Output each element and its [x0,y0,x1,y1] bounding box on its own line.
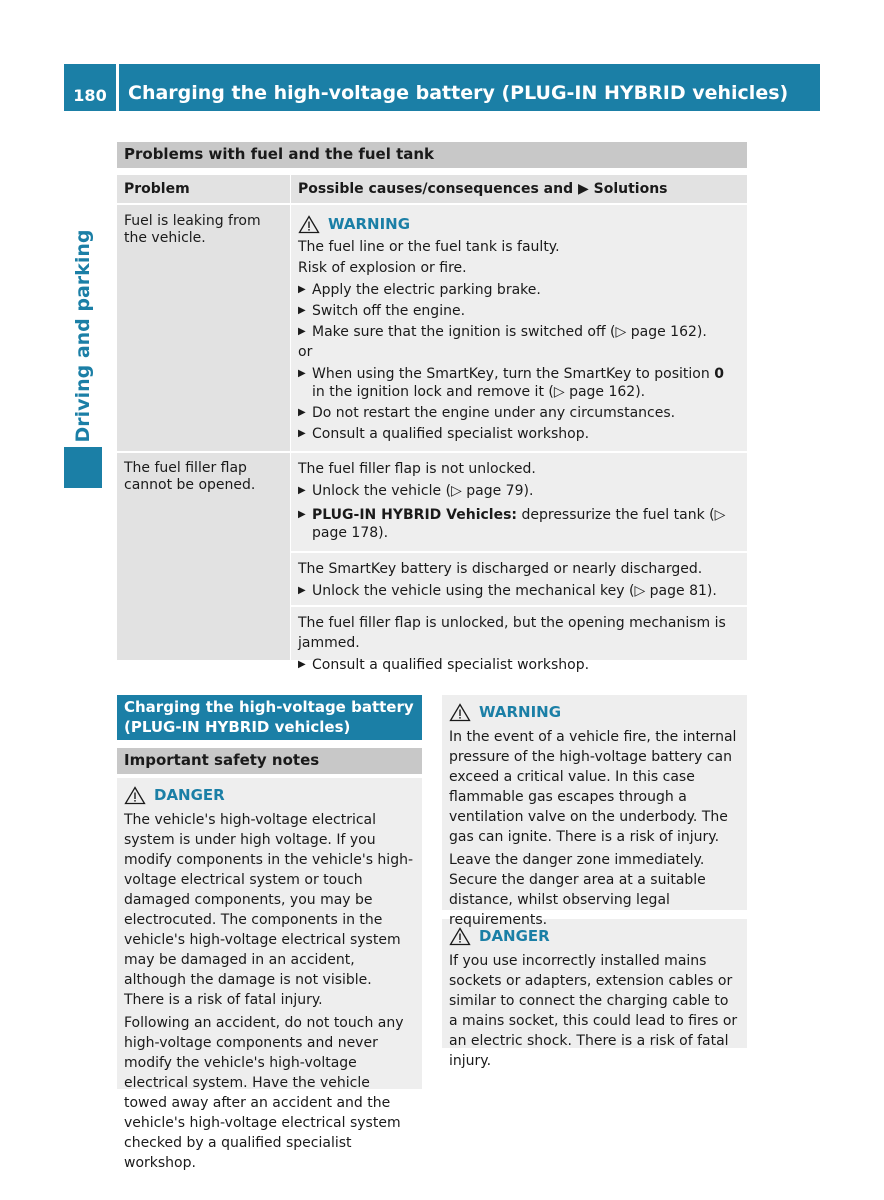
bullet-triangle-icon: ▶ [298,326,306,337]
warning-text: Leave the danger zone immediately. Secure the danger area at a suitable distance, whilst observing legal requirements. [449,852,706,928]
bullet-triangle-icon: ▶ [298,485,306,496]
list-item: ▶ Unlock the vehicle (▷ page 79). [298,483,534,499]
table-title: Problems with fuel and the fuel tank [117,142,747,168]
warning-triangle-icon [298,215,320,234]
page-title: Charging the high-voltage battery (PLUG-IN HYBRID vehicles) [119,64,820,111]
cause-text: The SmartKey battery is discharged or nearly discharged. [298,561,703,577]
table-row [117,205,747,451]
warning-heading [298,212,740,236]
side-tab-label: Driving and parking [72,229,94,443]
column-header-solutions: Possible causes/consequences and ▶ Solutions [291,175,747,203]
column-header-problem: Problem [117,175,290,203]
danger-heading [124,783,415,807]
danger-panel [117,778,422,1171]
danger-panel [442,919,747,1069]
danger-label: DANGER [154,786,225,804]
bullet-triangle-icon: ▶ [298,659,306,670]
warning-label: WARNING [328,215,411,233]
cause-text: The fuel filler flap is not unlocked. [298,461,536,477]
danger-text: The vehicle's high-voltage electrical system is under high voltage. If you modify components in the vehicle's high-voltage electrical system or touch damaged components, you may be electrocuted. The components in the vehicle's high-voltage electrical system may be damaged in an accident, although the damage is not visible. There is a risk of fatal injury. [124,812,414,1008]
list-item: ▶ Apply the electric parking brake. [298,282,541,298]
right-column [442,695,747,1069]
bullet-triangle-icon: ▶ [298,428,306,439]
bullet-triangle-icon: ▶ [298,585,306,596]
problems-table [117,175,747,673]
problem-cell: Fuel is leaking from the vehicle. [117,205,290,451]
danger-label: DANGER [479,927,550,945]
warning-heading [449,700,740,724]
danger-text: Following an accident, do not touch any high-voltage components and never modify the vehicle's high-voltage electrical system. Have the vehicle towed away after an accident and the vehicle's high-voltage electrical system checked by a qualified specialist workshop. [124,1015,404,1171]
consequence-text: Risk of explosion or fire. [298,260,467,276]
danger-heading [449,924,740,948]
warning-text: In the event of a vehicle fire, the internal pressure of the high-voltage battery can exceed a critical value. In this case flammable gas escapes through a ventilation valve on the underbody. The gas can ignite. There is a risk of injury. [449,729,737,845]
list-item: ▶ Consult a qualified specialist workshop. [298,657,590,673]
left-column [117,695,422,1171]
bullet-triangle-icon: ▶ [298,407,306,418]
problem-cell: The fuel filler flap cannot be opened. [117,453,290,660]
cause-text: The fuel line or the fuel tank is faulty. [298,239,560,255]
cause-text: The fuel filler flap is unlocked, but the opening mechanism is jammed. [298,615,726,651]
table-row [117,453,747,673]
bullet-triangle-icon: ▶ [298,368,306,379]
solution-cell [291,205,747,451]
list-item: ▶ Switch off the engine. [298,303,466,319]
or-text: or [298,344,313,360]
subsection-heading: Important safety notes [117,748,422,774]
bullet-triangle-icon: ▶ [298,509,306,520]
warning-triangle-icon [449,927,471,946]
list-item: ▶ PLUG-IN HYBRID Vehicles: depressurize the fuel tank (▷ page 178). [298,507,726,541]
list-item: ▶ Do not restart the engine under any circumstances. [298,405,676,421]
warning-panel [442,695,747,928]
list-item: ▶ When using the SmartKey, turn the SmartKey to position 0 in the ignition lock and remove it (▷ page 162). [298,366,724,400]
solution-cell [291,453,747,673]
section-side-tab [64,226,102,446]
list-item: ▶ Unlock the vehicle using the mechanical key (▷ page 81). [298,583,717,599]
page-number: 180 [64,64,116,111]
page-header [64,64,820,111]
table-header-row [117,175,747,203]
bullet-triangle-icon: ▶ [298,305,306,316]
list-item: ▶ Make sure that the ignition is switched off (▷ page 162). [298,324,707,340]
side-tab-marker [64,447,102,488]
warning-label: WARNING [479,703,562,721]
danger-text: If you use incorrectly installed mains sockets or adapters, extension cables or similar to connect the charging cable to a mains socket, this could lead to fires or an electric shock. There is a risk of fatal injury. [449,953,738,1069]
section-heading: Charging the high-voltage battery (PLUG-IN HYBRID vehicles) [117,695,422,740]
list-item: ▶ Consult a qualified specialist workshop. [298,426,590,442]
bullet-triangle-icon: ▶ [298,284,306,295]
warning-triangle-icon [124,786,146,805]
warning-triangle-icon [449,703,471,722]
